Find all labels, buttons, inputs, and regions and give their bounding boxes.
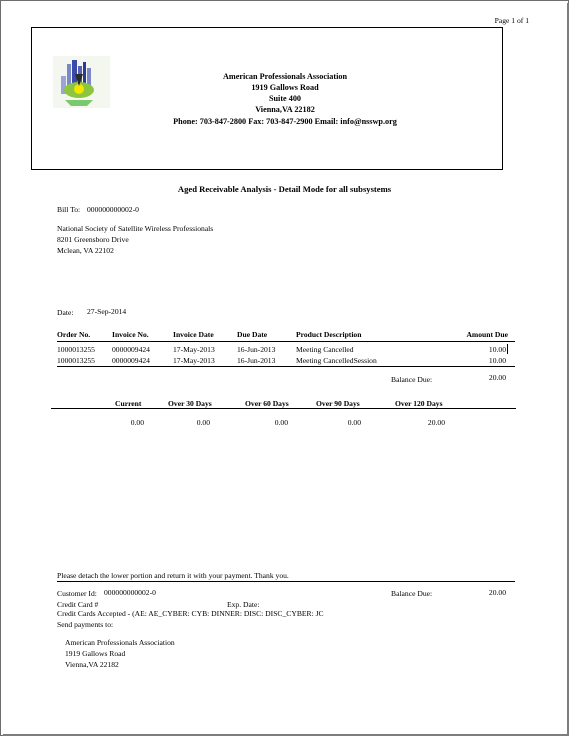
table-header-rule: [57, 341, 515, 342]
row2-invoice-date: 17-May-2013: [173, 356, 215, 365]
col-header-invoice-no: Invoice No.: [112, 330, 149, 339]
aging-header-over-60: Over 60 Days: [245, 399, 289, 408]
row2-order-no: 1000013255: [57, 356, 95, 365]
cards-accepted: Credit Cards Accepted - (AE: AE_CYBER: CYB: DINNER: DISC: DISC_CYBER: JC: [57, 609, 324, 618]
aging-value-over-90: 0.00: [347, 418, 361, 427]
bill-to-street: 8201 Greensboro Drive: [57, 235, 129, 244]
payee-city: Vienna,VA 22182: [65, 660, 119, 669]
org-name: American Professionals Association: [222, 72, 348, 81]
bill-to-label: Bill To:: [57, 205, 81, 214]
page-number: Page 1 of 1: [494, 16, 529, 25]
remit-balance-label: Balance Due:: [391, 589, 433, 598]
aging-value-current: 0.00: [130, 418, 144, 427]
aging-header-over-90: Over 90 Days: [316, 399, 360, 408]
col-header-due-date: Due Date: [237, 330, 268, 339]
row2-description: Meeting CancelledSession: [296, 356, 377, 365]
text-cursor: [507, 344, 508, 354]
org-address-line1: 1919 Gallows Road: [251, 83, 319, 92]
customer-id-label: Customer Id:: [57, 589, 97, 598]
exp-date-label: Exp. Date:: [227, 600, 260, 609]
row1-amount-due: 10.00: [488, 345, 506, 354]
row2-amount-due: 10.00: [488, 356, 506, 365]
send-payments-label: Send payments to:: [57, 620, 114, 629]
row2-due-date: 16-Jun-2013: [237, 356, 276, 365]
row1-invoice-no: 0000009424: [112, 345, 150, 354]
col-header-amount-due: Amount Due: [466, 330, 508, 339]
payee-address: 1919 Gallows Road: [65, 649, 126, 658]
bill-to-city: Mclean, VA 22102: [57, 246, 114, 255]
org-address-line2: Suite 400: [268, 94, 302, 103]
report-title: Aged Receivable Analysis - Detail Mode for all subsystems: [177, 184, 392, 194]
org-city-state-zip: Vienna,VA 22182: [255, 105, 315, 114]
row2-invoice-no: 0000009424: [112, 356, 150, 365]
row1-invoice-date: 17-May-2013: [173, 345, 215, 354]
credit-card-label: Credit Card #: [57, 600, 99, 609]
row1-order-no: 1000013255: [57, 345, 95, 354]
date-value: 27-Sep-2014: [87, 307, 127, 316]
aging-rule: [51, 408, 516, 409]
balance-due-value: 20.00: [488, 373, 506, 382]
col-header-invoice-date: Invoice Date: [173, 330, 214, 339]
date-label: Date:: [57, 308, 74, 317]
table-bottom-rule: [57, 366, 515, 367]
aging-value-over-60: 0.00: [274, 418, 288, 427]
bill-to-id: 000000000002-0: [87, 205, 139, 214]
row1-description: Meeting Cancelled: [296, 345, 354, 354]
aging-value-over-30: 0.00: [196, 418, 210, 427]
detach-note: Please detach the lower portion and return it with your payment. Thank you.: [57, 571, 289, 580]
payee-name: American Professionals Association: [65, 638, 175, 647]
aging-header-current: Current: [115, 399, 142, 408]
bill-to-name: National Society of Satellite Wireless Professionals: [57, 224, 214, 233]
customer-id-value: 000000000002-0: [104, 588, 156, 597]
remit-balance-value: 20.00: [488, 588, 506, 597]
row1-due-date: 16-Jun-2013: [237, 345, 276, 354]
aging-value-over-120: 20.00: [427, 418, 445, 427]
aging-header-over-120: Over 120 Days: [395, 399, 443, 408]
aging-header-over-30: Over 30 Days: [168, 399, 212, 408]
col-header-order-no: Order No.: [57, 330, 91, 339]
org-contact-line: Phone: 703-847-2800 Fax: 703-847-2900 Email: info@nsswp.org: [173, 117, 397, 126]
balance-due-label: Balance Due:: [391, 375, 433, 384]
col-header-product-description: Product Description: [296, 330, 362, 339]
remittance-rule: [57, 581, 515, 582]
